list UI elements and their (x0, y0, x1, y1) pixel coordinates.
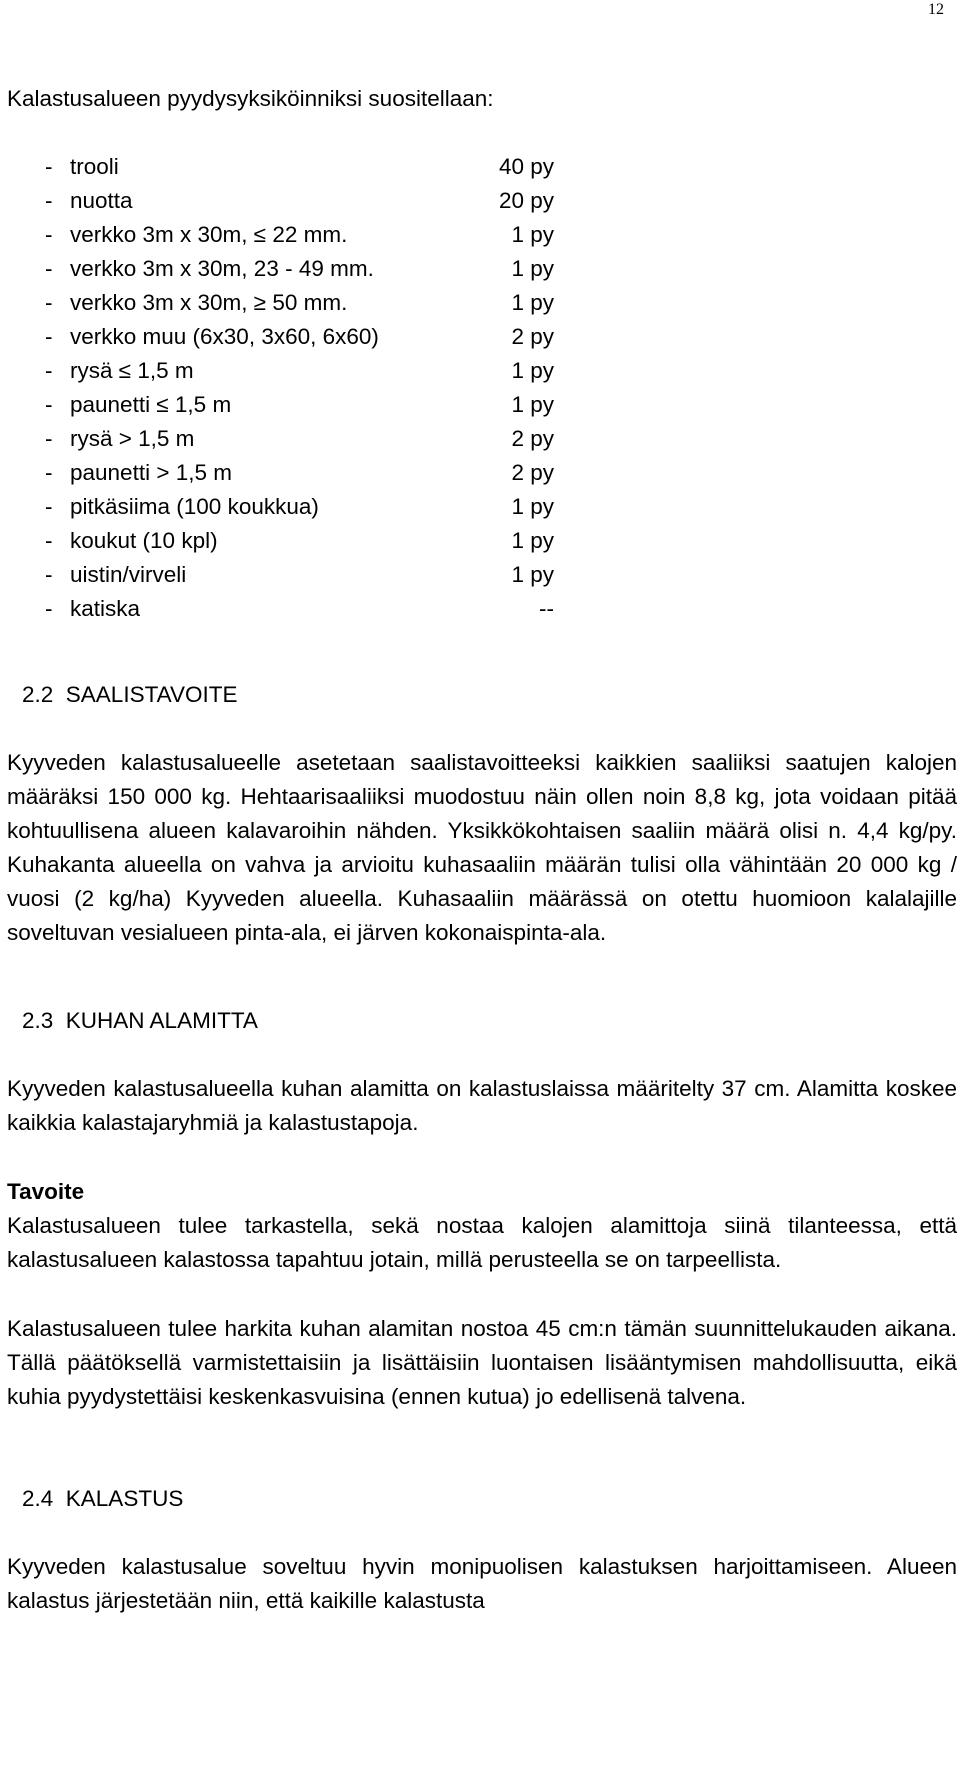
gear-list-item (45, 218, 565, 252)
list-dash: - (45, 562, 53, 587)
gear-quantity: 1 py (511, 528, 554, 553)
gear-name: katiska (70, 596, 141, 621)
gear-quantity: -- (539, 596, 554, 621)
gear-name: paunetti > 1,5 m (70, 460, 232, 485)
gear-quantity: 1 py (511, 562, 554, 587)
gear-quantity: 1 py (511, 494, 554, 519)
list-dash: - (45, 460, 53, 485)
gear-quantity: 2 py (511, 426, 554, 451)
list-dash: - (45, 426, 53, 451)
gear-quantity: 1 py (511, 256, 554, 281)
list-dash: - (45, 222, 53, 247)
list-dash: - (45, 596, 53, 621)
gear-quantity: 1 py (511, 392, 554, 417)
catch-target-paragraph: Kyyveden kalastusalueelle asetetaan saalistavoitteeksi kaikkien saaliiksi saatujen kalojen määräksi 150 000 kg. Hehtaarisaaliiksi muodostuu näin ollen noin 8,8 kg, jota voidaan pitää kohtuullisena alueen kalavaroihin nähden. Yksikkökohtaisen saaliin määrä olisi n. 4,4 kg/py. Kuhakanta alueella on vahva ja arvioitu kuhasaaliin määrän tulisi olla vähintään 20 000 kg / vuosi (2 kg/ha) Kyyveden alueella. Kuhasaaliin määrässä on otettu huomioon kalalajille soveltuvan vesialueen pinta-ala, ei järven kokonaispinta-ala. (7, 750, 957, 945)
gear-list-item (45, 286, 565, 320)
gear-name: trooli (70, 154, 119, 179)
gear-quantity: 1 py (511, 290, 554, 315)
list-dash: - (45, 324, 53, 349)
gear-list-item (45, 150, 565, 184)
gear-list-item (45, 422, 565, 456)
gear-name: paunetti ≤ 1,5 m (70, 392, 232, 417)
gear-list-item (45, 456, 565, 490)
gear-name: nuotta (70, 188, 133, 213)
gear-name: verkko 3m x 30m, 23 - 49 mm. (70, 256, 374, 281)
list-dash: - (45, 358, 53, 383)
gear-quantity: 1 py (511, 222, 554, 247)
gear-list-item (45, 558, 565, 592)
section-heading-2-4: 2.4 KALASTUS (22, 1486, 184, 1511)
fishing-paragraph: Kyyveden kalastusalue soveltuu hyvin monipuolisen kalastuksen harjoittamiseen. Alueen kalastus järjestetään niin, että kaikille kalastusta (7, 1554, 957, 1613)
gear-list-item (45, 320, 565, 354)
gear-list-item (45, 490, 565, 524)
gear-quantity: 2 py (511, 460, 554, 485)
gear-name: verkko muu (6x30, 3x60, 6x60) (70, 324, 379, 349)
goal-label: Tavoite (7, 1179, 85, 1204)
gear-unit-list (7, 150, 565, 626)
document-body (7, 82, 957, 1618)
minimum-size-paragraph: Kyyveden kalastusalueella kuhan alamitta on kalastuslaissa määritelty 37 cm. Alamitta koskee kaikkia kalastajaryhmiä ja kalastustapoja. (7, 1076, 957, 1135)
section-heading-2-3: 2.3 KUHAN ALAMITTA (22, 1008, 258, 1033)
gear-quantity: 40 py (498, 154, 554, 179)
gear-list-item (45, 354, 565, 388)
size-raise-paragraph: Kalastusalueen tulee harkita kuhan alamitan nostoa 45 cm:n tämän suunnittelukauden aikana. Tällä päätöksellä varmistettaisiin ja lisättäisiin luontaisen lisääntymisen mahdollisuutta, eikä kuhia pyydystettäisi keskenkasvuisina (ennen kutua) jo edellisenä talvena. (7, 1316, 957, 1409)
gear-quantity: 2 py (511, 324, 554, 349)
gear-list-item (45, 592, 565, 626)
gear-name: rysä ≤ 1,5 m (70, 358, 194, 383)
gear-quantity: 1 py (511, 358, 554, 383)
list-dash: - (45, 290, 53, 315)
gear-name: rysä > 1,5 m (70, 426, 195, 451)
list-dash: - (45, 392, 53, 417)
gear-quantity: 20 py (498, 188, 554, 213)
list-dash: - (45, 528, 53, 553)
gear-name: verkko 3m x 30m, ≤ 22 mm. (70, 222, 348, 247)
section-heading-2-2: 2.2 SAALISTAVOITE (22, 682, 238, 707)
list-dash: - (45, 154, 53, 179)
goal-paragraph: Kalastusalueen tulee tarkastella, sekä nostaa kalojen alamittoja siinä tilanteessa, että kalastusalueen kalastossa tapahtuu jotain, millä perusteella se on tarpeellista. (7, 1213, 957, 1272)
gear-name: koukut (10 kpl) (70, 528, 218, 553)
gear-name: uistin/virveli (70, 562, 187, 587)
gear-list-item (45, 252, 565, 286)
gear-list-item (45, 184, 565, 218)
gear-name: pitkäsiima (100 koukkua) (70, 494, 319, 519)
gear-list-item (45, 388, 565, 422)
list-dash: - (45, 188, 53, 213)
page-number: 12 (928, 1, 944, 18)
list-dash: - (45, 494, 53, 519)
gear-intro-text: Kalastusalueen pyydysyksiköinniksi suositellaan: (7, 86, 494, 111)
gear-name: verkko 3m x 30m, ≥ 50 mm. (70, 290, 348, 315)
list-dash: - (45, 256, 53, 281)
gear-list-item (45, 524, 565, 558)
